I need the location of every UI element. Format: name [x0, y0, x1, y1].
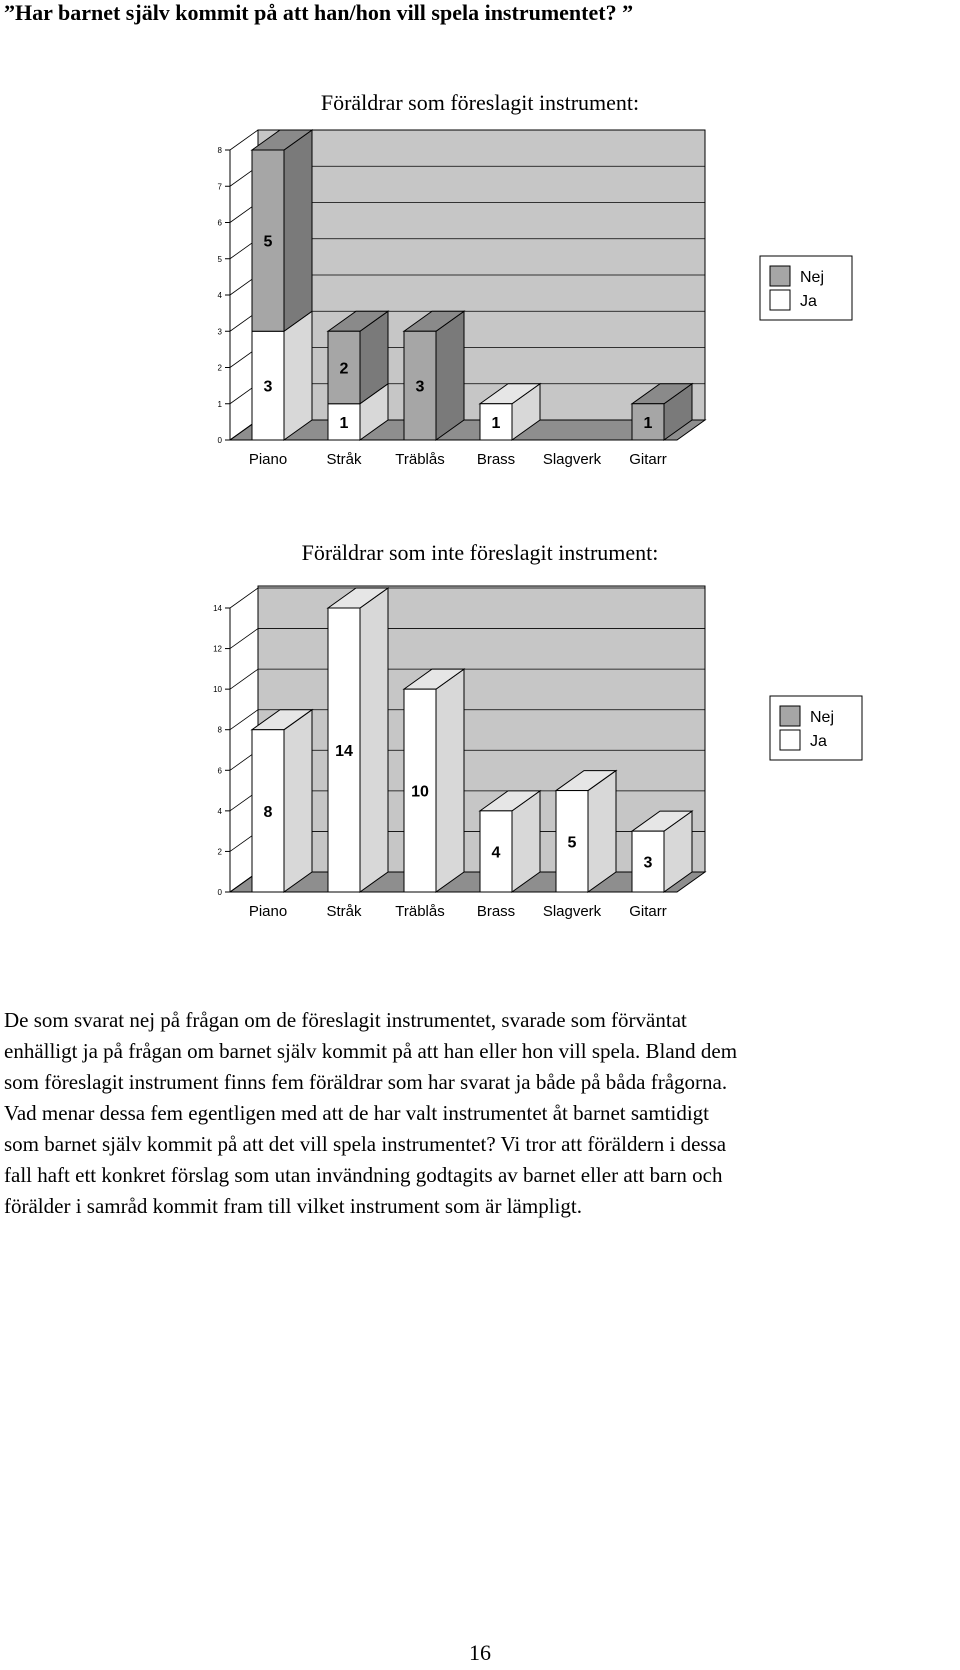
- data-label-nej: 5: [263, 233, 273, 251]
- paragraph-line: De som svarat nej på frågan om de föreslagit instrumentet, svarade som förväntat: [4, 1008, 687, 1032]
- category-label: Träblås: [395, 903, 445, 920]
- category-label: Gitarr: [629, 451, 667, 468]
- category-label: Brass: [476, 903, 516, 920]
- legend: [770, 696, 862, 760]
- y-tick-label: 8: [217, 146, 222, 155]
- category-label: Stråk: [326, 903, 362, 920]
- legend-label-ja: Ja: [800, 293, 817, 310]
- category-label: Piano: [248, 451, 288, 468]
- y-tick-label: 4: [217, 291, 222, 300]
- y-tick-label: 2: [217, 847, 222, 857]
- data-label-ja: 1: [491, 414, 501, 432]
- category-label: Gitarr: [629, 903, 667, 920]
- gridline-depth: [230, 710, 258, 730]
- y-tick-label: 7: [217, 182, 222, 192]
- y-tick-label: 10: [213, 685, 222, 695]
- data-label-nej: 1: [643, 414, 653, 432]
- bar-side-nej: [436, 311, 464, 440]
- data-label-ja: 14: [335, 743, 353, 760]
- gridline-depth: [230, 629, 258, 649]
- chart-title: Föräldrar som föreslagit instrument:: [320, 90, 640, 115]
- chart-suggested-instrument: [0, 0, 960, 500]
- category-label: Slagverk: [542, 451, 602, 468]
- paragraph: [4, 1005, 954, 1222]
- category-label: Piano: [248, 903, 288, 920]
- legend-swatch-nej: [780, 706, 800, 726]
- paragraph-line: som barnet själv kommit på att det vill spela instrumentet? Vi tror att föräldern i dessa: [4, 1132, 727, 1156]
- paragraph-line: som föreslagit instrument finns fem föräldrar som har svarat ja både på båda frågorna.: [4, 1070, 728, 1094]
- legend-swatch-ja: [780, 730, 800, 750]
- bar-side-nej: [284, 130, 312, 331]
- paragraph-line: förälder i samråd kommit fram till vilket instrument som är lämpligt.: [4, 1194, 582, 1218]
- bar-side-ja: [360, 588, 388, 892]
- data-label-ja: 4: [491, 844, 501, 862]
- legend-label-nej: Nej: [800, 269, 825, 286]
- y-tick-label: 8: [217, 725, 222, 735]
- page-number: 16: [469, 1640, 491, 1665]
- paragraph-line: enhälligt ja på frågan om barnet själv kommit på att han eller hon vill spela. Bland dem: [4, 1039, 738, 1063]
- y-tick-label: 2: [217, 363, 222, 373]
- y-tick-label: 6: [217, 766, 222, 776]
- data-label-ja: 3: [263, 378, 273, 396]
- y-tick-label: 14: [213, 604, 222, 613]
- data-label-ja: 10: [411, 783, 429, 801]
- y-tick-label: 3: [217, 327, 222, 337]
- category-label: Slagverk: [542, 903, 602, 920]
- legend-swatch-nej: [770, 266, 790, 286]
- data-label-nej: 3: [415, 378, 425, 396]
- bar-side-ja: [284, 311, 312, 440]
- paragraph-line: fall haft ett konkret förslag som utan invändning godtagits av barnet eller att barn och: [4, 1163, 723, 1187]
- gridline-depth: [230, 130, 258, 150]
- data-label-ja: 8: [263, 803, 273, 821]
- category-label: Brass: [476, 451, 516, 468]
- category-label: Träblås: [395, 451, 445, 468]
- legend-label-ja: Ja: [810, 733, 827, 750]
- data-label-nej: 2: [339, 360, 349, 378]
- legend-swatch-ja: [770, 290, 790, 310]
- category-label: Stråk: [326, 451, 362, 468]
- data-label-ja: 5: [567, 834, 577, 852]
- paragraph-line: Vad menar dessa fem egentligen med att de har valt instrumentet åt barnet samtidigt: [4, 1101, 710, 1125]
- y-tick-label: 4: [217, 806, 222, 816]
- bar-side-ja: [588, 771, 616, 892]
- y-tick-label: 0: [217, 436, 222, 445]
- y-tick-label: 1: [217, 399, 222, 409]
- chart-not-suggested-instrument: [0, 530, 960, 930]
- bar-side-ja: [284, 710, 312, 892]
- question-heading: ”Har barnet själv kommit på att han/hon vill spela instrumentet? ”: [4, 0, 634, 25]
- gridline-depth: [230, 669, 258, 689]
- y-tick-label: 0: [217, 888, 222, 897]
- data-label-ja: 3: [643, 854, 653, 872]
- gridline-depth: [230, 588, 258, 608]
- y-tick-label: 12: [213, 644, 222, 654]
- bar-side-ja: [436, 669, 464, 892]
- y-tick-label: 6: [217, 218, 222, 228]
- data-label-ja: 1: [339, 414, 349, 432]
- y-tick-label: 5: [217, 254, 222, 264]
- legend-label-nej: Nej: [810, 709, 835, 726]
- chart-title: Föräldrar som inte föreslagit instrument:: [301, 540, 659, 565]
- legend: [760, 256, 852, 320]
